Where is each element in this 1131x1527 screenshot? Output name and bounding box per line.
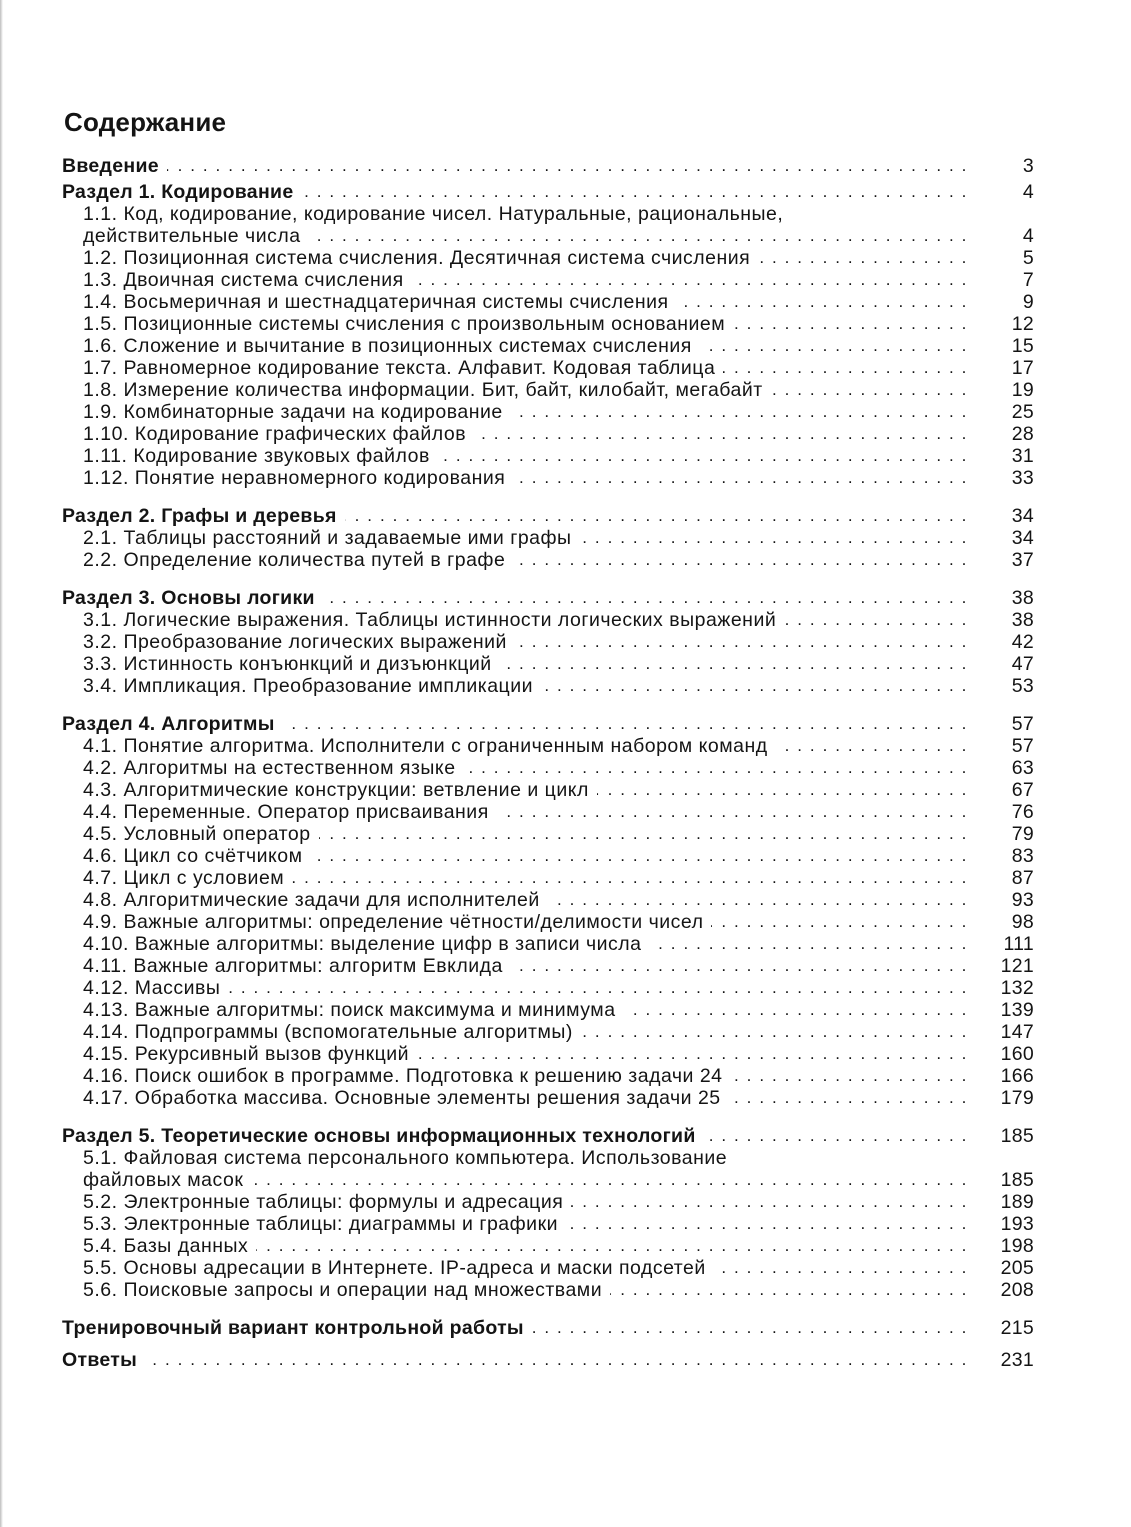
toc-entry-label: 1.7. Равномерное кодирование текста. Алфавит. Кодовая таблица (83, 357, 716, 379)
toc-entry-label: 4.14. Подпрограммы (вспомогательные алгоритмы) (83, 1021, 573, 1043)
toc-page-number: 12 (1011, 313, 1034, 335)
dot-leader (580, 527, 968, 549)
toc-entry-label: 1.2. Позиционная система счисления. Десятичная система счисления (83, 247, 751, 269)
toc-entry-label: 4.17. Обработка массива. Основные элементы решения задачи 25 (83, 1087, 721, 1109)
toc-entry-training[interactable] (62, 1317, 1034, 1339)
toc-entry-label: 4.5. Условный оператор (83, 823, 311, 845)
toc-subsection[interactable] (62, 999, 1034, 1021)
toc-subsection[interactable] (62, 1147, 1034, 1169)
toc-entry-label: 4.2. Алгоритмы на естественном языке (83, 757, 456, 779)
toc-page-number: 98 (1011, 911, 1034, 933)
toc-entry-label: Раздел 1. Кодирование (62, 181, 294, 203)
toc-subsection[interactable] (62, 801, 1034, 823)
dot-leader (714, 1257, 968, 1279)
dot-leader (145, 1349, 968, 1371)
dot-leader (677, 291, 968, 313)
toc-page-number: 3 (1022, 155, 1034, 177)
toc-entry-label: 5.2. Электронные таблицы: формулы и адресация (83, 1191, 564, 1213)
toc-entry-label: 1.11. Кодирование звуковых файлов (83, 445, 430, 467)
toc-page-number: 208 (1000, 1279, 1034, 1301)
toc-page-number: 25 (1011, 401, 1034, 423)
dot-leader (711, 911, 968, 933)
toc-subsection[interactable] (62, 247, 1034, 269)
dot-leader (723, 357, 968, 379)
toc-entry-label: 3.2. Преобразование логических выражений (83, 631, 507, 653)
dot-leader (566, 1213, 968, 1235)
toc-page-number: 79 (1011, 823, 1034, 845)
toc-page-number: 53 (1011, 675, 1034, 697)
dot-leader (319, 823, 968, 845)
toc-entry-label: 5.1. Файловая система персонального компьютера. Использование (83, 1147, 728, 1169)
toc-subsection[interactable] (62, 845, 1034, 867)
toc-subsection[interactable] (62, 1191, 1034, 1213)
toc-subsection[interactable] (62, 1213, 1034, 1235)
toc-entry-label: 4.13. Важные алгоритмы: поиск максимума и минимума (83, 999, 616, 1021)
toc-entry-label: файловых масок (83, 1169, 244, 1191)
dot-leader (624, 999, 968, 1021)
toc-entry-label: 3.4. Импликация. Преобразование импликации (83, 675, 534, 697)
toc-page-number: 19 (1011, 379, 1034, 401)
dot-leader (541, 675, 968, 697)
toc-entry-label: 4.12. Массивы (83, 977, 221, 999)
toc-page-number: 179 (1000, 1087, 1034, 1109)
toc-subsection[interactable] (62, 203, 1034, 225)
toc-subsection[interactable] (62, 357, 1034, 379)
toc-section-2[interactable] (62, 505, 1034, 527)
toc-page-number: 76 (1011, 801, 1034, 823)
toc-page-number: 4 (1022, 225, 1034, 247)
dot-leader (283, 713, 968, 735)
toc-subsection[interactable] (62, 653, 1034, 675)
toc-subsection[interactable] (62, 1257, 1034, 1279)
dot-leader (776, 735, 968, 757)
toc-subsection[interactable] (62, 291, 1034, 313)
toc-page-number: 34 (1011, 505, 1034, 527)
toc-page-number: 15 (1011, 335, 1034, 357)
dot-leader (704, 1125, 968, 1147)
toc-page-number: 34 (1011, 527, 1034, 549)
dot-leader (309, 225, 968, 247)
dot-leader (571, 1191, 968, 1213)
dot-leader (700, 335, 968, 357)
toc-subsection[interactable] (62, 889, 1034, 911)
toc-subsection[interactable] (62, 631, 1034, 653)
toc-entry-label: 3.1. Логические выражения. Таблицы истинности логических выражений (83, 609, 777, 631)
toc-entry-label: 1.4. Восьмеричная и шестнадцатеричная системы счисления (83, 291, 669, 313)
toc-entry-label: Раздел 3. Основы логики (62, 587, 315, 609)
toc-entry-label: действительные числа (83, 225, 301, 247)
toc-page-number: 132 (1000, 977, 1034, 999)
dot-leader (515, 631, 968, 653)
toc-page-number: 67 (1011, 779, 1034, 801)
dot-leader (731, 1065, 968, 1087)
toc-entry-label: 1.9. Комбинаторные задачи на кодирование (83, 401, 503, 423)
toc-entry-label: 1.6. Сложение и вычитание в позиционных системах счисления (83, 335, 692, 357)
toc-page-number: 42 (1011, 631, 1034, 653)
toc-subsection[interactable] (62, 933, 1034, 955)
toc-subsection[interactable] (62, 757, 1034, 779)
toc-page-number: 5 (1022, 247, 1034, 269)
toc-subsection[interactable] (62, 467, 1034, 489)
toc-subsection[interactable] (62, 675, 1034, 697)
toc-page-number: 9 (1022, 291, 1034, 313)
toc-section-5[interactable] (62, 1125, 1034, 1147)
toc-subsection[interactable] (62, 867, 1034, 889)
toc-page-number: 198 (1000, 1235, 1034, 1257)
toc-page-number: 185 (1000, 1169, 1034, 1191)
toc-subsection[interactable] (62, 1021, 1034, 1043)
toc-page-number: 93 (1011, 889, 1034, 911)
toc-page-number: 7 (1022, 269, 1034, 291)
toc-subsection[interactable] (62, 527, 1034, 549)
dot-leader (771, 379, 968, 401)
toc-entry-label: 1.3. Двоичная система счисления (83, 269, 404, 291)
dot-leader (597, 779, 968, 801)
toc-subsection-continuation[interactable] (62, 1169, 1034, 1191)
toc-entry-label: 4.3. Алгоритмические конструкции: ветвление и цикл (83, 779, 589, 801)
toc-page-number: 4 (1022, 181, 1034, 203)
toc-entry-label: 1.10. Кодирование графических файлов (83, 423, 467, 445)
dot-leader (474, 423, 968, 445)
toc-page-number: 33 (1011, 467, 1034, 489)
toc-entry-label: Раздел 2. Графы и деревья (62, 505, 337, 527)
toc-entry-label: 4.8. Алгоритмические задачи для исполнителей (83, 889, 540, 911)
dot-leader (729, 1087, 968, 1109)
toc-entry-label: 4.6. Цикл со счётчиком (83, 845, 303, 867)
toc-entry-label: 1.1. Код, кодирование, кодирование чисел. Натуральные, рациональные, (83, 203, 784, 225)
toc-entry-answers[interactable] (62, 1349, 1034, 1371)
toc-entry-label: 3.3. Истинность конъюнкций и дизъюнкций (83, 653, 492, 675)
dot-leader (758, 247, 968, 269)
dot-leader (500, 653, 968, 675)
toc-subsection[interactable] (62, 379, 1034, 401)
page-title: Содержание (64, 107, 227, 137)
toc-page-number: 28 (1011, 423, 1034, 445)
toc-page-number: 185 (1000, 1125, 1034, 1147)
toc-page-number: 31 (1011, 445, 1034, 467)
toc-page-number: 111 (1003, 933, 1034, 955)
toc-entry-label: Раздел 4. Алгоритмы (62, 713, 275, 735)
toc-subsection[interactable] (62, 1279, 1034, 1301)
dot-leader (511, 401, 968, 423)
dot-leader (497, 801, 968, 823)
toc-subsection[interactable] (62, 549, 1034, 571)
toc-page-number: 47 (1011, 653, 1034, 675)
toc-page-number: 189 (1000, 1191, 1034, 1213)
toc-entry-label: 5.3. Электронные таблицы: диаграммы и графики (83, 1213, 558, 1235)
dot-leader (548, 889, 968, 911)
dot-leader (649, 933, 968, 955)
toc-entry-label: 2.2. Определение количества путей в графе (83, 549, 506, 571)
dot-leader (581, 1021, 968, 1043)
toc-page-number: 205 (1000, 1257, 1034, 1279)
toc-page-number: 231 (1000, 1349, 1034, 1371)
toc-entry-label: 4.4. Переменные. Оператор присваивания (83, 801, 489, 823)
toc-page-number: 147 (1000, 1021, 1034, 1043)
toc-page-number: 57 (1011, 713, 1034, 735)
toc-subsection[interactable] (62, 823, 1034, 845)
toc-subsection[interactable] (62, 911, 1034, 933)
toc-entry-label: 4.15. Рекурсивный вызов функций (83, 1043, 410, 1065)
dot-leader (256, 1235, 968, 1257)
toc-entry-label: 4.1. Понятие алгоритма. Исполнители с ограниченным набором команд (83, 735, 768, 757)
toc-entry-label: 2.1. Таблицы расстояний и задаваемые ими графы (83, 527, 572, 549)
toc-page-number: 17 (1011, 357, 1034, 379)
toc-subsection[interactable] (62, 445, 1034, 467)
toc-entry-intro[interactable] (62, 155, 1034, 177)
dot-leader (323, 587, 968, 609)
toc-page-number: 139 (1000, 999, 1034, 1021)
dot-leader (228, 977, 968, 999)
dot-leader (784, 609, 968, 631)
dot-leader (733, 313, 968, 335)
toc-page-number: 215 (1000, 1317, 1034, 1339)
dot-leader (532, 1317, 968, 1339)
toc-page-number: 193 (1000, 1213, 1034, 1235)
toc-subsection[interactable] (62, 609, 1034, 631)
toc-entry-label: 4.7. Цикл с условием (83, 867, 285, 889)
toc-subsection[interactable] (62, 1065, 1034, 1087)
table-of-contents (62, 155, 1034, 1371)
toc-page-number: 38 (1011, 609, 1034, 631)
toc-entry-label: Введение (62, 155, 159, 177)
toc-page-number: 37 (1011, 549, 1034, 571)
dot-leader (311, 845, 968, 867)
toc-page-number: 160 (1000, 1043, 1034, 1065)
dot-leader (438, 445, 968, 467)
toc-page-number: 121 (1000, 955, 1034, 977)
toc-subsection[interactable] (62, 1043, 1034, 1065)
dot-leader (610, 1279, 968, 1301)
toc-subsection[interactable] (62, 779, 1034, 801)
toc-page-number: 87 (1011, 867, 1034, 889)
toc-subsection-continuation[interactable] (62, 225, 1034, 247)
toc-entry-label: 1.12. Понятие неравномерного кодирования (83, 467, 506, 489)
toc-page-number: 166 (1000, 1065, 1034, 1087)
dot-leader (464, 757, 968, 779)
toc-entry-label: 4.16. Поиск ошибок в программе. Подготовка к решению задачи 24 (83, 1065, 723, 1087)
toc-subsection[interactable] (62, 313, 1034, 335)
dot-leader (417, 1043, 968, 1065)
toc-entry-label: 4.11. Важные алгоритмы: алгоритм Евклида (83, 955, 503, 977)
toc-entry-label: 1.5. Позиционные системы счисления с произвольным основанием (83, 313, 726, 335)
dot-leader (345, 505, 968, 527)
toc-entry-label: Ответы (62, 1349, 138, 1371)
toc-subsection[interactable] (62, 735, 1034, 757)
toc-entry-label: 4.9. Важные алгоритмы: определение чётности/делимости чисел (83, 911, 704, 933)
dot-leader (513, 467, 968, 489)
toc-page-number: 83 (1011, 845, 1034, 867)
toc-page-number: 57 (1011, 735, 1034, 757)
dot-leader (167, 155, 968, 177)
toc-subsection[interactable] (62, 423, 1034, 445)
dot-leader (511, 955, 968, 977)
toc-page-number: 38 (1011, 587, 1034, 609)
toc-subsection[interactable] (62, 1087, 1034, 1109)
toc-section-3[interactable] (62, 587, 1034, 609)
page-edge-shadow (0, 0, 3, 1527)
toc-subsection[interactable] (62, 1235, 1034, 1257)
toc-subsection[interactable] (62, 269, 1034, 291)
toc-section-1[interactable] (62, 181, 1034, 203)
toc-entry-label: Раздел 5. Теоретические основы информационных технологий (62, 1125, 696, 1147)
dot-leader (301, 181, 968, 203)
toc-entry-label: 5.5. Основы адресации в Интернете. IP-адреса и маски подсетей (83, 1257, 706, 1279)
toc-entry-label: 4.10. Важные алгоритмы: выделение цифр в записи числа (83, 933, 642, 955)
dot-leader (412, 269, 968, 291)
dot-leader (513, 549, 968, 571)
sections-list (62, 181, 1034, 1301)
toc-subsection[interactable] (62, 335, 1034, 357)
toc-entry-label: Тренировочный вариант контрольной работы (62, 1317, 524, 1339)
toc-subsection[interactable] (62, 977, 1034, 999)
toc-subsection[interactable] (62, 955, 1034, 977)
toc-entry-label: 5.6. Поисковые запросы и операции над множествами (83, 1279, 603, 1301)
toc-section-4[interactable] (62, 713, 1034, 735)
toc-entry-label: 5.4. Базы данных (83, 1235, 249, 1257)
dot-leader (292, 867, 968, 889)
toc-subsection[interactable] (62, 401, 1034, 423)
toc-entry-label: 1.8. Измерение количества информации. Бит, байт, килобайт, мегабайт (83, 379, 763, 401)
dot-leader (251, 1169, 968, 1191)
toc-page-number: 63 (1011, 757, 1034, 779)
